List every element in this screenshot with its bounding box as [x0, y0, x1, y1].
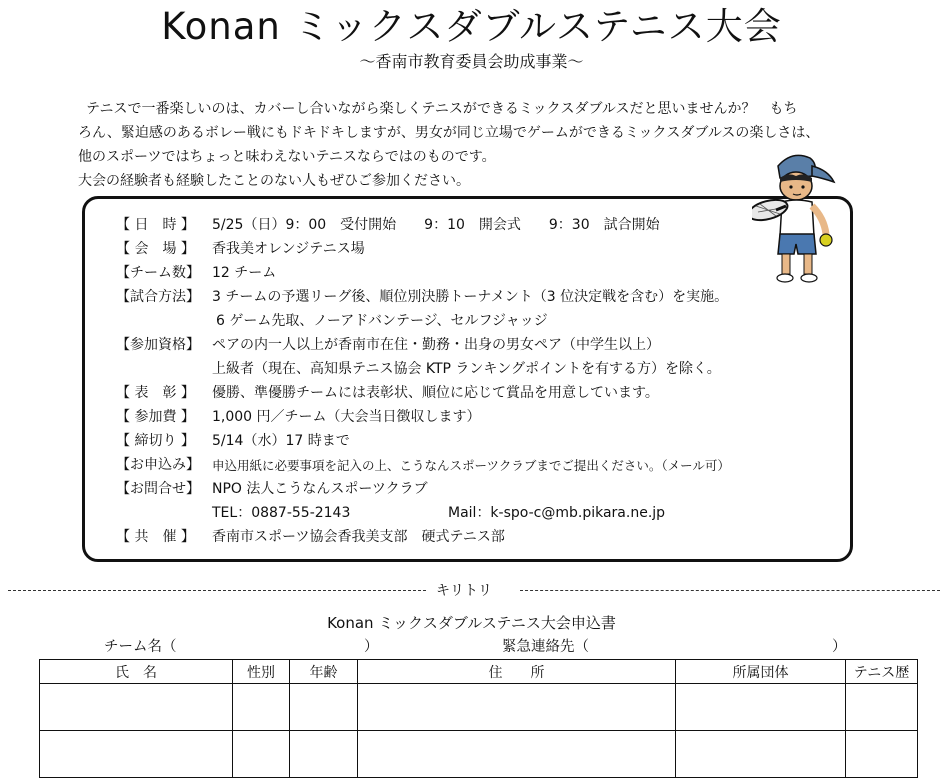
- detail-label: 【参加資格】: [116, 337, 200, 353]
- detail-date: [116, 214, 660, 237]
- tennis-player-illustration: [752, 148, 844, 288]
- detail-awards: [116, 382, 659, 405]
- detail-value: 申込用紙に必要事項を記入の上、こうなんスポーツクラブまでご提出ください。（メール可）: [212, 458, 730, 473]
- table-row: [40, 731, 918, 778]
- detail-value: 12 チーム: [212, 265, 277, 281]
- detail-value: NPO 法人こうなんスポーツクラブ: [212, 481, 428, 497]
- page-title: Konan ミックスダブルステニス大会: [161, 5, 782, 48]
- detail-apply: [116, 454, 730, 477]
- contact-mail: Mail：k-spo-c@mb.pikara.ne.jp: [448, 505, 666, 521]
- intro-line-4: 大会の経験者も経験したことのない人もぜひご参加ください。: [78, 173, 470, 189]
- emergency-contact-close: ）: [832, 639, 847, 655]
- intro-line-2: ろん、緊迫感のあるボレー戦にもドキドキしますが、男女が同じ立場でゲームができるミックスダブルスの楽しさは、: [78, 125, 820, 141]
- team-name-label: チーム名（: [104, 639, 177, 655]
- detail-value: 3 チームの予選リーグ後、順位別決勝トーナメント（3 位決定戦を含む）を実施。: [212, 289, 729, 305]
- intro-line-3: 他のスポーツではちょっと味わえないテニスならではのものです。: [78, 149, 496, 165]
- detail-teams: [116, 262, 277, 285]
- column-header-tennis-experience: テニス歴: [846, 660, 918, 684]
- detail-label: 【 日 時 】: [116, 217, 195, 233]
- detail-value: 香南市スポーツ協会香我美支部 硬式テニス部: [212, 529, 505, 545]
- column-header-age: 年齢: [290, 660, 358, 684]
- detail-label: 【 共 催 】: [116, 529, 195, 545]
- detail-value: ペアの内一人以上が香南市在住・勤務・出身の男女ペア（中学生以上）: [212, 337, 660, 353]
- experience-cell[interactable]: [846, 684, 918, 731]
- table-header-row: [40, 660, 918, 684]
- address-cell[interactable]: [358, 684, 676, 731]
- emergency-contact-label: 緊急連絡先（: [502, 639, 589, 655]
- gender-cell[interactable]: [233, 731, 290, 778]
- contact-tel: TEL：0887-55-2143: [212, 505, 351, 521]
- detail-label: 【チーム数】: [116, 265, 200, 281]
- detail-eligibility: [116, 334, 660, 357]
- detail-value: 1,000 円／チーム（大会当日徴収します）: [212, 409, 481, 425]
- affiliation-cell[interactable]: [676, 684, 846, 731]
- address-cell[interactable]: [358, 731, 676, 778]
- detail-cohost: [116, 526, 505, 549]
- detail-value: 香我美オレンジテニス場: [212, 241, 365, 257]
- column-header-gender: 性別: [233, 660, 290, 684]
- detail-value: 5/25（日）9：00 受付開始 9：10 開会式 9：30 試合開始: [212, 217, 660, 233]
- detail-label: 【お問合せ】: [116, 481, 200, 497]
- table-row: [40, 684, 918, 731]
- name-cell[interactable]: [40, 731, 233, 778]
- detail-format: [116, 286, 729, 309]
- gender-cell[interactable]: [233, 684, 290, 731]
- application-table: [39, 659, 918, 778]
- detail-value: 上級者（現在、高知県テニス協会 KTP ランキングポイントを有する方）を除く。: [212, 361, 721, 377]
- detail-label: 【 締切り 】: [116, 433, 195, 449]
- cut-line-right: [520, 590, 940, 591]
- detail-label: 【お申込み】: [116, 457, 200, 473]
- detail-venue: [116, 238, 365, 261]
- detail-label: 【 会 場 】: [116, 241, 195, 257]
- detail-label: 【 表 彰 】: [116, 385, 195, 401]
- age-cell[interactable]: [290, 684, 358, 731]
- experience-cell[interactable]: [846, 731, 918, 778]
- detail-deadline: [116, 430, 350, 453]
- name-cell[interactable]: [40, 684, 233, 731]
- cut-line-left: [8, 590, 426, 591]
- detail-label: 【 参加費 】: [116, 409, 195, 425]
- column-header-address: 住 所: [358, 660, 676, 684]
- column-header-name: 氏 名: [40, 660, 233, 684]
- detail-value: 優勝、準優勝チームには表彰状、順位に応じて賞品を用意しています。: [212, 385, 659, 401]
- affiliation-cell[interactable]: [676, 731, 846, 778]
- detail-value: 6 ゲーム先取、ノーアドバンテージ、セルフジャッジ: [216, 313, 548, 329]
- age-cell[interactable]: [290, 731, 358, 778]
- detail-fee: [116, 406, 481, 429]
- detail-value: 5/14（水）17 時まで: [212, 433, 350, 449]
- detail-contact: [116, 478, 428, 501]
- page-subtitle: 〜香南市教育委員会助成事業〜: [359, 52, 584, 71]
- intro-line-1: テニスで一番楽しいのは、カバーし合いながら楽しくテニスができるミックスダブルスだと思いませんか？ もち: [86, 101, 798, 117]
- team-name-close: ）: [364, 639, 379, 655]
- column-header-affiliation: 所属団体: [676, 660, 846, 684]
- detail-label: 【試合方法】: [116, 289, 200, 305]
- form-title: Konan ミックスダブルステニス大会申込書: [327, 614, 616, 632]
- cut-label: キリトリ: [436, 583, 492, 599]
